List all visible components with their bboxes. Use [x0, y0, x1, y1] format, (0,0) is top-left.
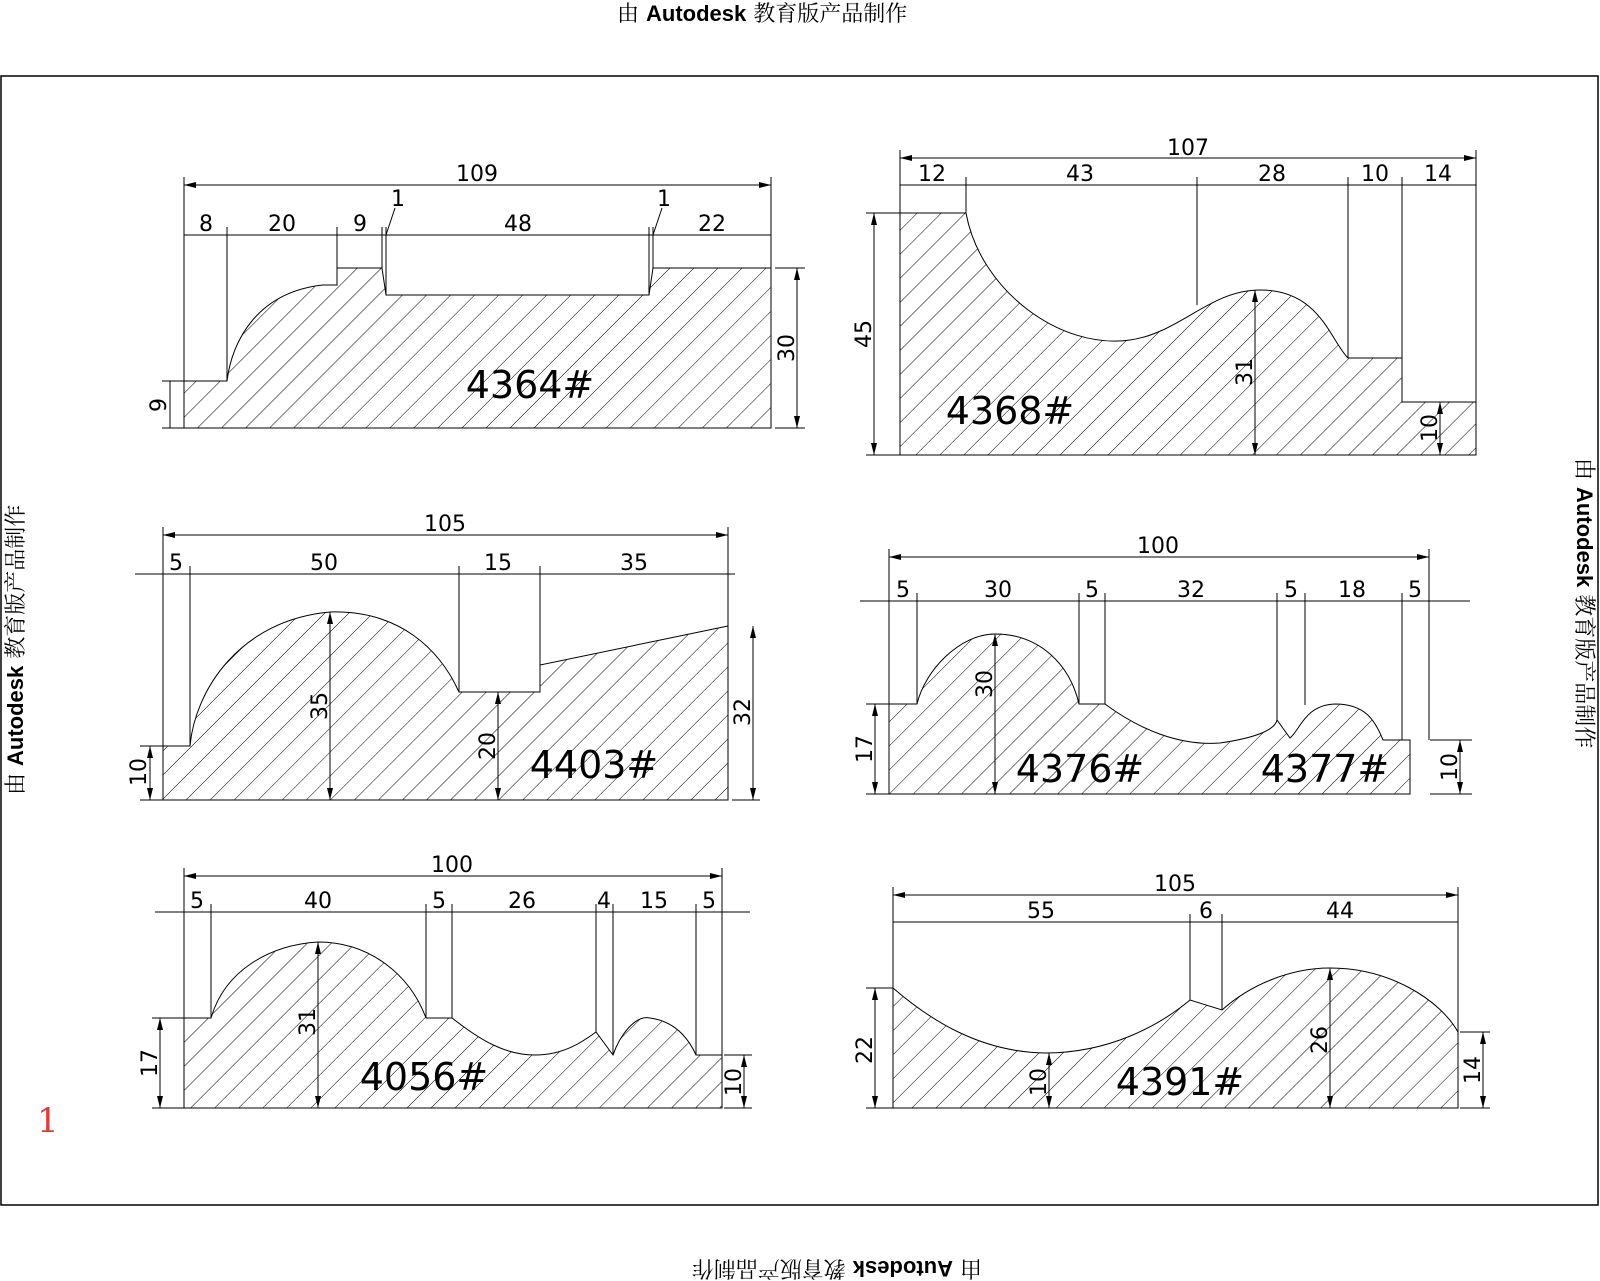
profile-id: 4376#	[1015, 747, 1145, 791]
watermark-suffix: 教育版产品制作	[753, 2, 908, 27]
segment-dimension: 5	[702, 889, 716, 914]
profile-4376-4377	[853, 534, 1472, 794]
height-dimension: 10	[722, 1068, 747, 1096]
overall-width-dimension: 100	[1137, 534, 1179, 559]
height-dimension: 14	[1461, 1056, 1486, 1084]
height-dimension: 17	[138, 1049, 163, 1077]
profile-4391	[853, 872, 1490, 1108]
segment-dimension: 15	[640, 889, 668, 914]
segment-dimension: 26	[508, 889, 536, 914]
segment-dimension: 48	[504, 212, 532, 237]
segment-dimension: 14	[1424, 162, 1452, 187]
segment-dimension: 43	[1066, 162, 1094, 187]
height-dimension: 35	[308, 692, 333, 720]
overall-width-dimension: 105	[1154, 872, 1196, 897]
segment-dimension: 5	[1408, 578, 1422, 603]
segment-dimension: 18	[1338, 578, 1366, 603]
segment-dimension: 9	[353, 212, 367, 237]
segment-dimension: 22	[698, 212, 726, 237]
height-dimension: 31	[296, 1008, 321, 1036]
height-dimension: 30	[775, 334, 800, 362]
segment-dimension: 5	[190, 889, 204, 914]
height-dimension: 10	[127, 758, 152, 786]
watermark-prefix: 由	[1571, 458, 1596, 481]
profile-4364	[147, 162, 805, 428]
segment-dimension: 8	[199, 212, 213, 237]
profile-4403	[127, 512, 760, 800]
height-dimension: 32	[731, 698, 756, 726]
profile-4056	[138, 853, 752, 1108]
segment-dimension: 28	[1258, 162, 1286, 187]
segment-dimension: 12	[918, 162, 946, 187]
segment-dimension: 50	[310, 551, 338, 576]
segment-dimension: 1	[391, 187, 405, 212]
watermark-prefix: 由	[617, 2, 640, 27]
profile-id: 4364#	[465, 363, 595, 407]
segment-dimension: 30	[984, 578, 1012, 603]
watermark-prefix: 由	[4, 772, 29, 795]
segment-dimension: 5	[896, 578, 910, 603]
segment-dimension: 5	[1085, 578, 1099, 603]
segment-dimension: 55	[1027, 899, 1055, 924]
overall-width-dimension: 107	[1167, 136, 1209, 161]
height-dimension: 45	[852, 320, 877, 348]
segment-dimension: 20	[268, 212, 296, 237]
segment-dimension: 40	[304, 889, 332, 914]
height-dimension: 17	[853, 735, 878, 763]
watermark-suffix: 教育版产品制作	[1571, 594, 1596, 749]
profile-id: 4377#	[1260, 747, 1390, 791]
height-dimension: 30	[973, 670, 998, 698]
height-dimension: 9	[147, 398, 172, 412]
height-dimension: 22	[853, 1036, 878, 1064]
segment-dimension: 1	[657, 187, 671, 212]
segment-dimension: 35	[620, 551, 648, 576]
profile-id: 4368#	[945, 389, 1075, 433]
profile-id: 4403#	[529, 743, 659, 787]
sheet-number: 1	[37, 1101, 59, 1141]
overall-width-dimension: 100	[431, 853, 473, 878]
height-dimension: 10	[1027, 1068, 1052, 1096]
segment-dimension: 15	[484, 551, 512, 576]
watermark-prefix: 由	[959, 1255, 982, 1280]
watermark-brand: Autodesk	[3, 665, 28, 766]
height-dimension: 10	[1418, 414, 1443, 442]
watermark-brand: Autodesk	[852, 1256, 953, 1281]
profile-id: 4391#	[1115, 1060, 1245, 1104]
height-dimension: 26	[1308, 1026, 1333, 1054]
segment-dimension: 44	[1326, 899, 1354, 924]
watermark-brand: Autodesk	[646, 1, 747, 26]
watermark-suffix: 教育版产品制作	[4, 504, 29, 659]
watermark-brand: Autodesk	[1572, 487, 1597, 588]
profile-4368	[852, 136, 1476, 455]
watermark-suffix: 教育版产品制作	[691, 1255, 846, 1280]
overall-width-dimension: 109	[456, 162, 498, 187]
segment-dimension: 5	[432, 889, 446, 914]
height-dimension: 31	[1233, 358, 1258, 386]
segment-dimension: 32	[1177, 578, 1205, 603]
segment-dimension: 4	[597, 889, 611, 914]
height-dimension: 20	[476, 732, 501, 760]
segment-dimension: 6	[1199, 899, 1213, 924]
profile-id: 4056#	[359, 1055, 489, 1099]
segment-dimension: 5	[1284, 578, 1298, 603]
height-dimension: 10	[1438, 753, 1463, 781]
segment-dimension: 5	[169, 551, 183, 576]
overall-width-dimension: 105	[424, 512, 466, 537]
segment-dimension: 10	[1361, 162, 1389, 187]
